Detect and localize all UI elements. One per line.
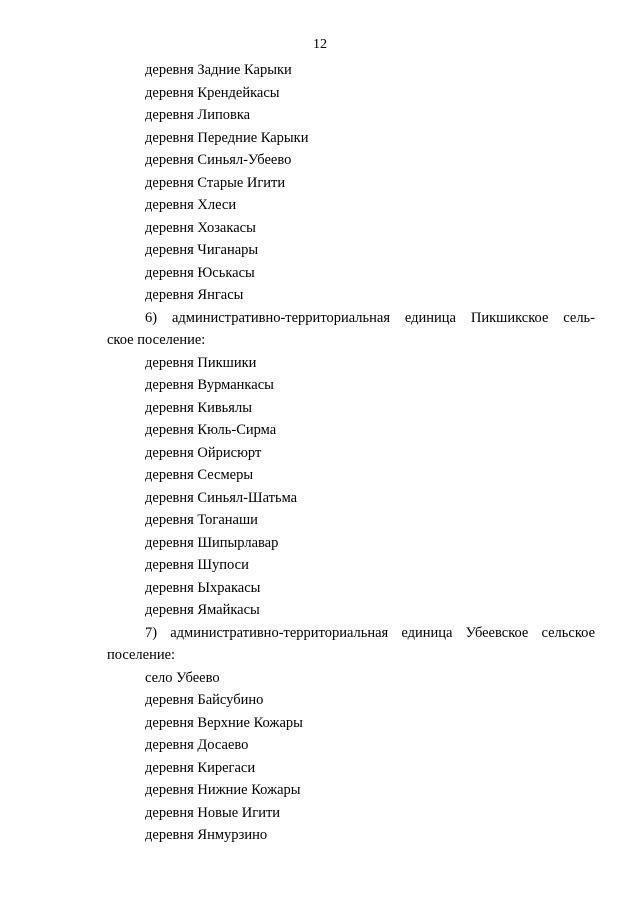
list-item: деревня Досаево [145,737,249,753]
list-item: деревня Синьял-Шатьма [145,489,298,506]
list-item: деревня Кюль-Сирма [145,422,277,438]
section6 [107,307,595,622]
list-item: деревня Синьял-Убеево [145,152,292,168]
list-item: деревня Юськасы [145,264,255,281]
list-item: деревня Задние Карыки [145,62,292,78]
section5-list [107,59,595,307]
section6-heading: 6) административно-территориальная единица Пикшикское сель- [145,309,595,326]
section6-heading-continued: ское поселение: [107,332,206,348]
list-item: деревня Шупоси [145,557,249,573]
list-item: село Убеево [145,669,220,686]
list-item: деревня Новые Игити [145,804,281,821]
list-item: деревня Янмурзино [145,827,268,843]
section7-heading-continued: поселение: [107,647,176,663]
list-item: деревня Хлеси [145,197,237,213]
list-item: деревня Тоганаши [145,512,258,528]
list-item: деревня Чиганары [145,242,259,258]
list-item: деревня Ыхракасы [145,579,261,596]
list-item: деревня Сесмеры [145,467,254,483]
list-item: деревня Нижние Кожары [145,782,301,798]
list-item: деревня Шипырлавар [145,534,279,551]
list-item: деревня Кирегаси [145,759,256,776]
section7-heading: 7) административно-территориальная единица Убеевское сельское [145,624,595,641]
list-item: деревня Кивьялы [145,399,252,416]
list-item: деревня Передние Карыки [145,129,309,146]
list-item: деревня Пикшики [145,354,257,371]
list-item: деревня Вурманкасы [145,377,274,393]
list-item: деревня Верхние Кожары [145,714,303,731]
document-body [107,59,595,847]
list-item: деревня Липовка [145,107,251,123]
list-item: деревня Ойрисюрт [145,444,262,461]
list-item: деревня Ямайкасы [145,602,260,618]
list-item: деревня Хозакасы [145,219,256,236]
list-item: деревня Крендейкасы [145,84,280,101]
page-number: 12 [313,37,327,52]
list-item: деревня Янгасы [145,287,244,303]
list-item: деревня Старые Игити [145,174,286,191]
list-item: деревня Байсубино [145,692,264,708]
section7 [107,622,595,847]
